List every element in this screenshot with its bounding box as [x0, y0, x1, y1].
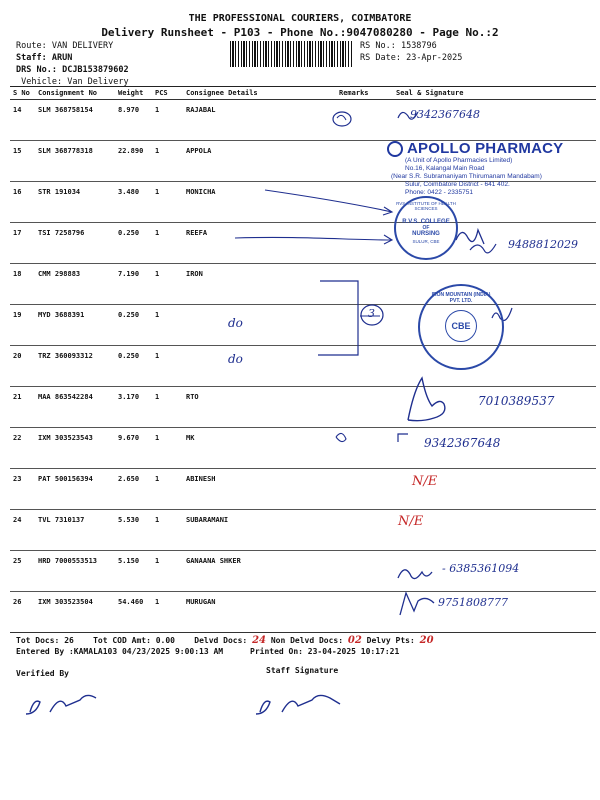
iron-mountain-stamp	[418, 284, 504, 370]
hand-phone-21: 7010389537	[478, 394, 555, 408]
apollo-title: APOLLO PHARMACY	[407, 140, 564, 157]
row-sno: 15	[13, 147, 22, 155]
college-bottom-text: SULUR, CBE	[412, 239, 440, 244]
hand-phone-26: 9751808777	[438, 596, 508, 609]
row-weight: 7.190	[118, 270, 140, 278]
row-weight: 3.170	[118, 393, 140, 401]
row-consignee: SUBARAMANI	[186, 516, 229, 524]
row-sno: 19	[13, 311, 22, 319]
col-pcs: PCS	[155, 89, 168, 97]
col-consignee: Consignee Details	[186, 89, 258, 97]
row-consignee: MONICHA	[186, 188, 216, 196]
row-sno: 26	[13, 598, 22, 606]
signature-16	[456, 230, 484, 244]
company-name: THE PROFESSIONAL COURIERS, COIMBATORE	[188, 13, 412, 24]
row-consignment-no: HRD 7000553513	[38, 557, 98, 565]
row-pcs: 1	[155, 270, 160, 278]
signature-21	[408, 378, 445, 421]
row-consignment-no: SLM 368778318	[38, 147, 93, 155]
staff-signature-label: Staff Signature	[266, 666, 339, 675]
row-consignee: ABINESH	[186, 475, 216, 483]
verified-by-label: Verified By	[16, 669, 69, 678]
col-consignment: Consignment No	[38, 89, 98, 97]
row-consignment-no: TSI 7258796	[38, 229, 85, 237]
row-consignee: MK	[186, 434, 195, 442]
hand-mark-3: 3	[368, 307, 375, 320]
iron-ring-text: IRON MOUNTAIN (INDIA) PVT. LTD.	[431, 292, 491, 304]
bracket-18-20	[318, 281, 358, 355]
row-pcs: 1	[155, 475, 160, 483]
row-sno: 16	[13, 188, 22, 196]
apollo-stamp	[383, 140, 593, 204]
footer-top-rule	[10, 632, 596, 633]
signature-26	[400, 593, 434, 615]
apollo-line-5: Phone: 0422 - 2335751	[405, 189, 473, 196]
hand-phone-22: 9342367648	[424, 436, 501, 450]
tot-cod-label: Tot COD Amt:	[93, 636, 151, 645]
hand-phone-17: 9488812029	[508, 238, 578, 251]
delvy-pts-count: 20	[419, 635, 434, 646]
remark-mark-22	[336, 433, 346, 441]
delvy-pts-label: Delvy Pts:	[366, 636, 415, 645]
route-label: Route:	[16, 41, 47, 51]
vehicle-value: Van Delivery	[67, 77, 129, 87]
row-consignment-no: MYD 3688391	[38, 311, 85, 319]
footer-totals	[16, 635, 434, 646]
row-consignee: GANAANA SHKER	[186, 557, 241, 565]
row-weight: 2.650	[118, 475, 140, 483]
row-sno: 23	[13, 475, 22, 483]
rs-no-value: 1538796	[400, 41, 437, 51]
hand-nie-24: N/E	[398, 514, 424, 529]
row-sno: 25	[13, 557, 22, 565]
row-weight: 0.250	[118, 311, 140, 319]
row-sno: 17	[13, 229, 22, 237]
college-stamp	[394, 196, 458, 260]
row-sno: 20	[13, 352, 22, 360]
row-pcs: 1	[155, 393, 160, 401]
hand-ditto-20: do	[228, 352, 243, 366]
arrow-line-17	[235, 237, 392, 240]
signature-17	[470, 244, 496, 253]
row-sno: 18	[13, 270, 22, 278]
col-sno: S No	[13, 89, 30, 97]
col-seal-signature: Seal & Signature	[396, 89, 464, 97]
tot-docs-value: 26	[64, 636, 74, 645]
apollo-line-4: Sulur, Coimbatore District - 641 402.	[405, 181, 510, 188]
rs-date-label: RS Date:	[360, 53, 401, 63]
row-weight: 5.150	[118, 557, 140, 565]
row-consignee: REEFA	[186, 229, 208, 237]
tot-cod-value: 0.00	[155, 636, 175, 645]
row-weight: 9.670	[118, 434, 140, 442]
row-consignment-no: PAT 500156394	[38, 475, 93, 483]
row-weight: 0.250	[118, 352, 140, 360]
apollo-line-2: No.16, Kalangal Main Road	[405, 165, 485, 172]
row-pcs: 1	[155, 557, 160, 565]
vehicle-label: Vehicle:	[21, 77, 63, 87]
college-line-1: R.V.S. COLLEGE	[402, 219, 450, 225]
row-consignment-no: STR 191034	[38, 188, 81, 196]
apollo-line-3: (Near S.R. Subramaniyam Thirumanam Mandabam)	[391, 173, 542, 180]
apollo-logo-icon	[387, 141, 403, 157]
entered-by: Entered By :KAMALA103 04/23/2025 9:00:13 AM	[16, 647, 224, 656]
delvd-count: 24	[252, 635, 266, 646]
college-line-2: OF	[422, 225, 430, 231]
printed-on: Printed On: 23-04-2025 10:17:21	[250, 647, 400, 656]
row-pcs: 1	[155, 516, 160, 524]
row-consignee: MURUGAN	[186, 598, 216, 606]
row-pcs: 1	[155, 147, 160, 155]
row-sno: 14	[13, 106, 22, 114]
hand-phone-14: 9342367648	[410, 108, 480, 121]
hand-phone-25: - 6385361094	[442, 562, 520, 575]
apollo-line-1: (A Unit of Apollo Pharmacies Limited)	[405, 157, 513, 164]
staff-label: Staff:	[16, 53, 47, 63]
delvd-label: Delvd Docs:	[194, 636, 248, 645]
arrow-line-16	[265, 190, 392, 212]
row-consignment-no: IXM 303523504	[38, 598, 93, 606]
row-weight: 54.460	[118, 598, 144, 606]
row-consignee: RTO	[186, 393, 199, 401]
row-weight: 22.890	[118, 147, 144, 155]
row-pcs: 1	[155, 229, 160, 237]
row-weight: 3.480	[118, 188, 140, 196]
rs-date-value: 23-Apr-2025	[406, 53, 463, 63]
col-remarks: Remarks	[339, 89, 369, 97]
drs-label: DRS No.:	[16, 65, 57, 75]
runsheet-title: Delivery Runsheet - P103 - Phone No.:9047080280 - Page No.:2	[101, 26, 499, 39]
route-value: VAN DELIVERY	[51, 41, 114, 51]
row-weight: 8.970	[118, 106, 140, 114]
signature-25	[398, 570, 432, 579]
college-line-3: NURSING	[412, 231, 440, 237]
row-pcs: 1	[155, 598, 160, 606]
staff-value: ARUN	[51, 53, 73, 63]
hand-nie-23: N/E	[412, 474, 438, 489]
row-sno: 21	[13, 393, 22, 401]
rs-no-label: RS No.:	[360, 41, 396, 51]
row-pcs: 1	[155, 106, 160, 114]
iron-center: CBE	[445, 310, 477, 342]
remark-mark-14	[333, 112, 351, 126]
row-weight: 5.530	[118, 516, 140, 524]
non-delvd-count: 02	[347, 635, 362, 646]
tot-docs-label: Tot Docs:	[16, 636, 60, 645]
row-pcs: 1	[155, 188, 160, 196]
row-consignment-no: MAA 863542284	[38, 393, 93, 401]
row-sno: 24	[13, 516, 22, 524]
drs-value: DCJB153879602	[62, 65, 129, 75]
row-consignment-no: SLM 368758154	[38, 106, 93, 114]
non-delvd-label: Non Delvd Docs:	[270, 636, 344, 645]
row-pcs: 1	[155, 311, 160, 319]
row-weight: 0.250	[118, 229, 140, 237]
row-consignee: IRON	[186, 270, 203, 278]
row-consignment-no: IXM 303523543	[38, 434, 93, 442]
college-ring-text: RVS INSTITUTE OF HEALTH SCIENCES	[396, 201, 456, 211]
hand-ditto-19: do	[228, 316, 243, 330]
signature-22	[398, 434, 408, 442]
staff-signature-mark	[256, 695, 340, 714]
col-weight: Weight	[118, 89, 144, 97]
row-pcs: 1	[155, 434, 160, 442]
row-consignee: APPOLA	[186, 147, 212, 155]
verified-signature	[26, 695, 96, 714]
row-consignment-no: TVL 7310137	[38, 516, 85, 524]
row-consignment-no: TRZ 360093312	[38, 352, 93, 360]
row-consignee: RAJABAL	[186, 106, 216, 114]
row-consignment-no: CMM 298883	[38, 270, 81, 278]
row-pcs: 1	[155, 352, 160, 360]
row-sno: 22	[13, 434, 22, 442]
